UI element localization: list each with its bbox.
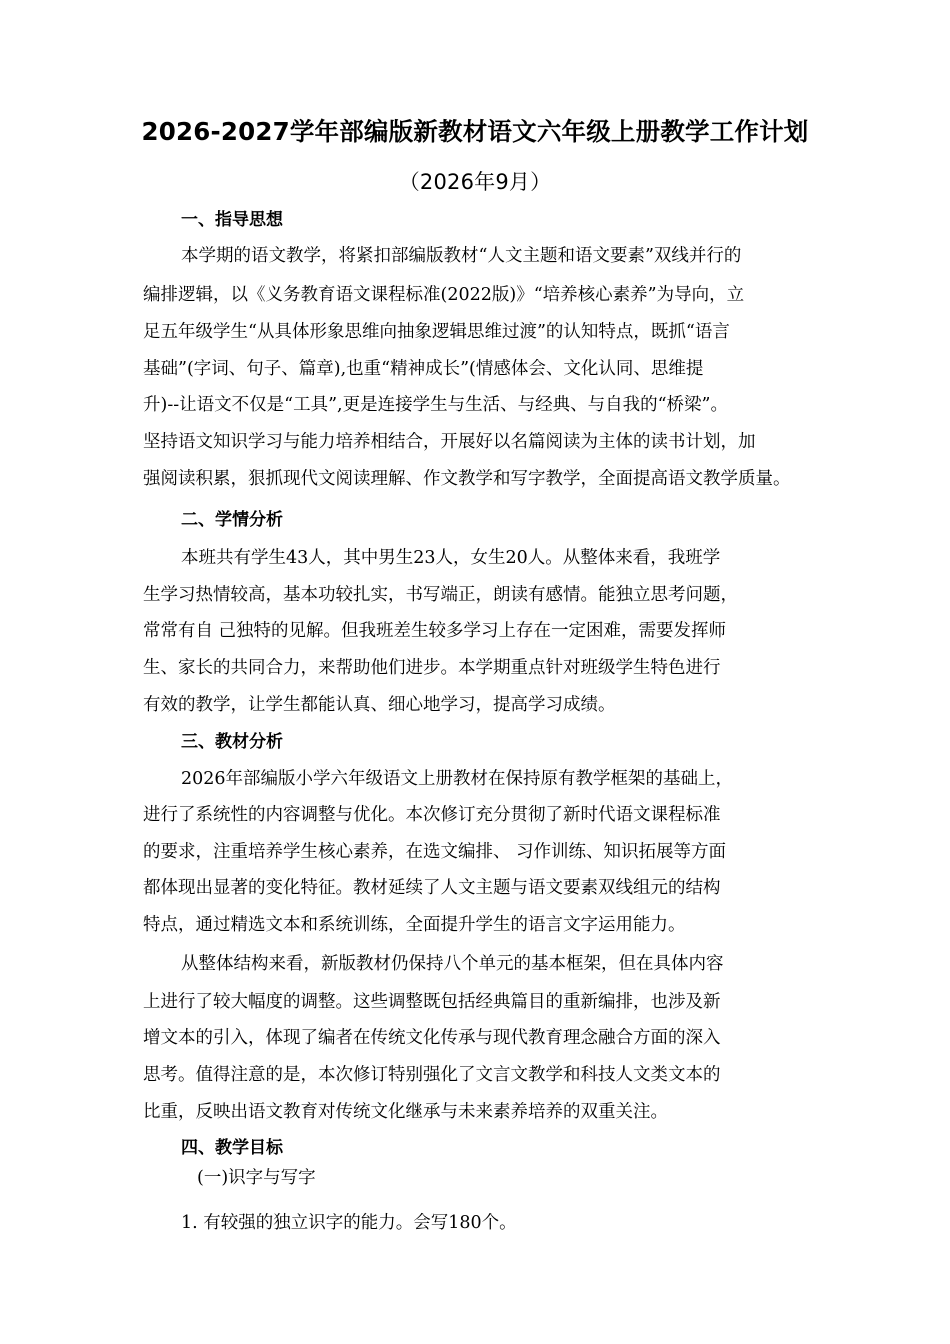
paragraph-line: 坚持语文知识学习与能力培养相结合，开展好以名篇阅读为主体的读书计划，加 [143, 432, 756, 452]
paragraph-line: 生学习热情较高，基本功较扎实，书写端正，朗读有感情。能独立思考问题， [143, 585, 738, 605]
document-date: （2026年9月） [398, 170, 552, 194]
paragraph-line: 编排逻辑，以《义务教育语文课程标准(2022版)》“培养核心素养”为导向，立 [143, 285, 745, 305]
paragraph-line: 比重，反映出语文教育对传统文化继承与未来素养培养的双重关注。 [143, 1102, 668, 1122]
paragraph-line: 的要求，注重培养学生核心素养，在选文编排、 习作训练、知识拓展等方面 [143, 842, 727, 862]
paragraph-line: 思考。值得注意的是，本次修订特别强化了文言文教学和科技人文类文本的 [143, 1065, 721, 1085]
paragraph-line: 特点，通过精选文本和系统训练，全面提升学生的语言文字运用能力。 [143, 915, 686, 935]
paragraph-line: 强阅读积累，狠抓现代文阅读理解、作文教学和写字教学，全面提高语文教学质量。 [143, 469, 791, 489]
section-heading-guiding-ideology: 一、指导思想 [181, 210, 283, 230]
section-heading-teaching-goals: 四、教学目标 [181, 1138, 283, 1158]
paragraph-line: 增文本的引入，体现了编者在传统文化传承与现代教育理念融合方面的深入 [143, 1028, 721, 1048]
section-heading-textbook-analysis: 三、教材分析 [181, 732, 283, 752]
subsection-heading-literacy-writing: (一)识字与写字 [197, 1168, 316, 1188]
paragraph-line: 基础”(字词、句子、篇章),也重“精神成长”(情感体会、文化认同、思维提 [143, 359, 704, 379]
paragraph-line: 本班共有学生43人，其中男生23人，女生20人。从整体来看，我班学 [181, 548, 721, 568]
document-title: 2026-2027学年部编版新教材语文六年级上册教学工作计划 [141, 117, 809, 146]
paragraph-line: 足五年级学生“从具体形象思维向抽象逻辑思维过渡”的认知特点，既抓“语言 [143, 322, 730, 342]
paragraph-line: 1. 有较强的独立识字的能力。会写180个。 [181, 1213, 517, 1233]
paragraph-line: 本学期的语文教学，将紧扣部编版教材“人文主题和语文要素”双线并行的 [181, 246, 742, 266]
paragraph-line: 2026年部编版小学六年级语文上册教材在保持原有教学框架的基础上， [181, 769, 734, 789]
paragraph-line: 从整体结构来看，新版教材仍保持八个单元的基本框架，但在具体内容 [181, 954, 724, 974]
paragraph-line: 升)--让语文不仅是“工具”,更是连接学生与生活、与经典、与自我的“桥梁”。 [143, 395, 729, 415]
paragraph-line: 都体现出显著的变化特征。教材延续了人文主题与语文要素双线组元的结构 [143, 878, 721, 898]
section-heading-student-analysis: 二、学情分析 [181, 510, 283, 530]
paragraph-line: 进行了系统性的内容调整与优化。本次修订充分贯彻了新时代语文课程标准 [143, 805, 721, 825]
paragraph-line: 常常有自 己独特的见解。但我班差生较多学习上存在一定困难，需要发挥师 [143, 621, 727, 641]
paragraph-line: 上进行了较大幅度的调整。这些调整既包括经典篇目的重新编排，也涉及新 [143, 992, 721, 1012]
paragraph-line: 生、家长的共同合力，来帮助他们进步。本学期重点针对班级学生特色进行 [143, 658, 721, 678]
paragraph-line: 有效的教学，让学生都能认真、细心地学习，提高学习成绩。 [143, 695, 616, 715]
